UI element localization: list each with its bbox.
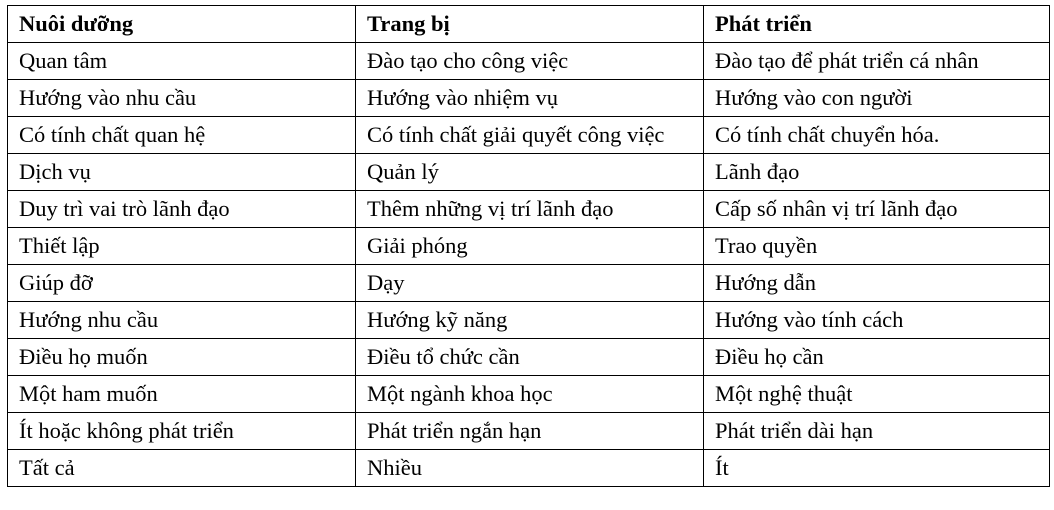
table-cell: Một nghệ thuật <box>704 376 1050 413</box>
table-row <box>8 228 1050 265</box>
table-row <box>8 302 1050 339</box>
table-row <box>8 117 1050 154</box>
table-cell: Ít hoặc không phát triển <box>8 413 356 450</box>
table-row <box>8 154 1050 191</box>
table-row <box>8 376 1050 413</box>
table-cell: Thêm những vị trí lãnh đạo <box>356 191 704 228</box>
table-cell: Hướng vào nhu cầu <box>8 80 356 117</box>
table-cell: Điều họ muốn <box>8 339 356 376</box>
table-cell: Thiết lập <box>8 228 356 265</box>
table-cell: Một ham muốn <box>8 376 356 413</box>
table-cell: Đào tạo cho công việc <box>356 43 704 80</box>
table-cell: Ít <box>704 450 1050 487</box>
table-cell: Cấp số nhân vị trí lãnh đạo <box>704 191 1050 228</box>
header-cell-equip: Trang bị <box>356 6 704 43</box>
table-cell: Hướng kỹ năng <box>356 302 704 339</box>
table-cell: Lãnh đạo <box>704 154 1050 191</box>
comparison-table <box>7 5 1050 487</box>
table-cell: Quan tâm <box>8 43 356 80</box>
table-cell: Hướng nhu cầu <box>8 302 356 339</box>
table-cell: Tất cả <box>8 450 356 487</box>
header-cell-develop: Phát triển <box>704 6 1050 43</box>
table-row <box>8 265 1050 302</box>
table-cell: Hướng vào tính cách <box>704 302 1050 339</box>
table-row <box>8 80 1050 117</box>
table-cell: Có tính chất chuyển hóa. <box>704 117 1050 154</box>
header-row <box>8 6 1050 43</box>
table-cell: Giải phóng <box>356 228 704 265</box>
table-cell: Duy trì vai trò lãnh đạo <box>8 191 356 228</box>
table-cell: Trao quyền <box>704 228 1050 265</box>
table-cell: Hướng dẫn <box>704 265 1050 302</box>
table-cell: Hướng vào nhiệm vụ <box>356 80 704 117</box>
table-row <box>8 413 1050 450</box>
table-cell: Giúp đỡ <box>8 265 356 302</box>
table-cell: Nhiều <box>356 450 704 487</box>
table-row <box>8 191 1050 228</box>
table-row <box>8 450 1050 487</box>
header-cell-nurture: Nuôi dưỡng <box>8 6 356 43</box>
table-cell: Hướng vào con người <box>704 80 1050 117</box>
table-cell: Một ngành khoa học <box>356 376 704 413</box>
table-cell: Đào tạo để phát triển cá nhân <box>704 43 1050 80</box>
table-cell: Điều họ cần <box>704 339 1050 376</box>
table-cell: Điều tổ chức cần <box>356 339 704 376</box>
table-row <box>8 339 1050 376</box>
table-cell: Dạy <box>356 265 704 302</box>
table-cell: Dịch vụ <box>8 154 356 191</box>
table-cell: Có tính chất quan hệ <box>8 117 356 154</box>
table-row <box>8 43 1050 80</box>
table-cell: Quản lý <box>356 154 704 191</box>
table-cell: Có tính chất giải quyết công việc <box>356 117 704 154</box>
table-cell: Phát triển ngắn hạn <box>356 413 704 450</box>
table-cell: Phát triển dài hạn <box>704 413 1050 450</box>
